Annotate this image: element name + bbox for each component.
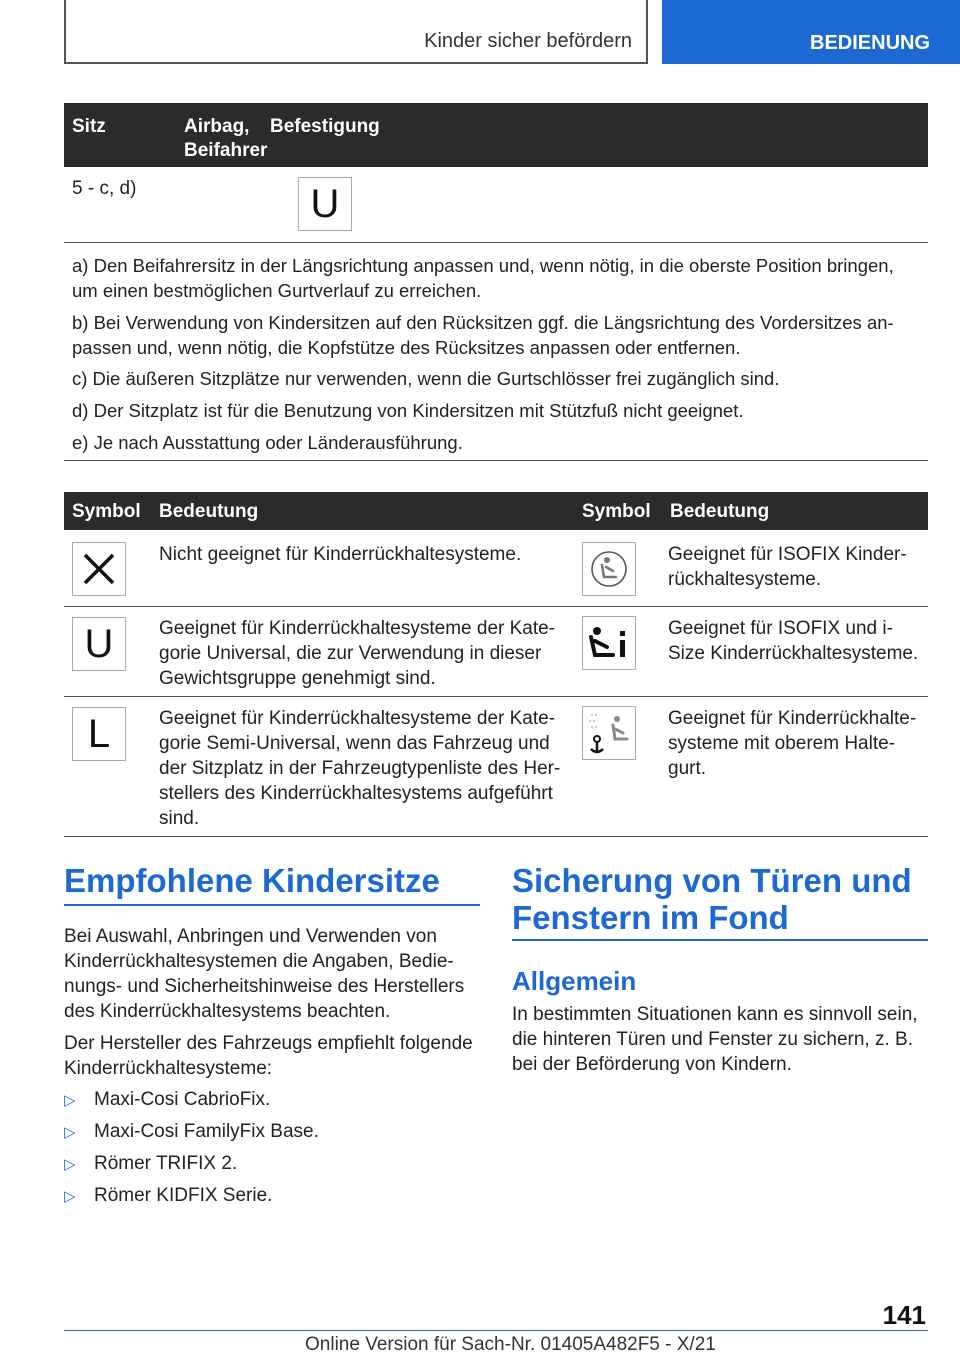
left-paragraph-2: Der Hersteller des Fahrzeugs empfiehlt folgende Kinderrückhaltesysteme: [64, 1033, 473, 1079]
table-divider [64, 460, 928, 461]
left-paragraph-1: Bei Auswahl, Anbringen und Verwenden von Kinderrückhaltesystemen die Angaben, Bedie- nungs- und Sicherheitshinweise des Herstellers des Kinderrückhaltesystems beachten. [64, 926, 465, 1022]
meaning-row1-left: Nicht geeignet für Kinderrückhaltesysteme. [159, 544, 522, 565]
table-divider [64, 696, 928, 697]
meaning-row2-right: Geeignet für ISOFIX und i- Size Kinderrückhaltesysteme. [668, 618, 919, 664]
table-divider [64, 836, 928, 837]
bullet-triangle-icon: ▷ [64, 1092, 76, 1109]
table-divider [64, 606, 928, 607]
col-airbag: Airbag, Beifahrer [184, 116, 268, 161]
meaning-row2-left: Geeignet für Kinderrückhaltesysteme der Kate- gorie Universal, die zur Verwendung in dieser Gewichtsgruppe genehmigt sind. [159, 618, 556, 689]
footer-text: Online Version für Sach-Nr. 01405A482F5 - X/21 [305, 1334, 716, 1355]
top-tether-seat-icon [582, 706, 636, 760]
heading-empfohlene-kindersitze: Empfohlene Kindersitze [64, 862, 440, 899]
heading-underline [64, 904, 480, 906]
col-bedeutung-2: Bedeutung [670, 501, 770, 522]
header-section-box [64, 0, 648, 64]
footnote-b-line1: b) Bei Verwendung von Kindersitzen auf den Rücksitzen ggf. die Längsrichtung des Vordersitzes an- [72, 312, 894, 333]
footnote-e: e) Je nach Ausstattung oder Länderausführung. [72, 432, 463, 453]
universal-u-icon: U [298, 177, 352, 231]
meaning-row3-left: Geeignet für Kinderrückhaltesysteme der Kate- gorie Semi-Universal, wenn das Fahrzeug und der Sitzplatz in der Fahrzeugtypenliste des Her- stellers des Kinderrückhaltesystems aufgeführt sind. [159, 708, 561, 829]
footnote-b-line2: passen und, wenn nötig, die Kopfstütze des Rücksitzes anpassen oder entfernen. [72, 337, 741, 358]
bullet-triangle-icon: ▷ [64, 1124, 76, 1141]
bullet-triangle-icon: ▷ [64, 1188, 76, 1205]
subheading-allgemein: Allgemein [512, 966, 637, 996]
footnote-a-line1: a) Den Beifahrersitz in der Längsrichtung anpassen und, wenn nötig, in die oberste Position bringen, [72, 255, 894, 276]
header-section-title: Kinder sicher befördern [424, 30, 632, 52]
semi-universal-l-icon: L [72, 707, 126, 761]
seat-cell: 5 - c, d) [72, 178, 137, 199]
col-sitz: Sitz [72, 116, 106, 137]
universal-u-icon: U [72, 617, 126, 671]
not-suitable-x-icon [72, 542, 126, 596]
isize-seat-icon [582, 616, 636, 670]
header-chapter-label: BEDIENUNG [810, 32, 931, 54]
meaning-row3-right: Geeignet für Kinderrückhalte- systeme mit oberem Halte- gurt. [668, 708, 917, 779]
page-number: 141 [882, 1300, 926, 1330]
header-chapter-tab [662, 0, 960, 64]
footnote-c: c) Die äußeren Sitzplätze nur verwenden, wenn die Gurtschlösser frei zugänglich sind. [72, 368, 780, 389]
bullet-triangle-icon: ▷ [64, 1156, 76, 1173]
isofix-seat-icon [582, 542, 636, 596]
col-befestigung: Befestigung [270, 116, 380, 137]
col-bedeutung: Bedeutung [159, 501, 259, 522]
footnote-d: d) Der Sitzplatz ist für die Benutzung von Kindersitzen mit Stützfuß nicht geeignet. [72, 400, 744, 421]
col-symbol-2: Symbol [582, 501, 651, 522]
right-paragraph: In bestimmten Situationen kann es sinnvoll sein, die hinteren Türen und Fenster zu sichern, z. B. bei der Beförderung von Kindern. [512, 1004, 918, 1075]
heading-underline [512, 939, 928, 941]
table-divider [64, 242, 928, 243]
seat-table-header [64, 103, 928, 167]
footnote-a-line2: um einen bestmöglichen Gurtverlauf zu erreichen. [72, 280, 482, 301]
meaning-row1-right: Geeignet für ISOFIX Kinder- rückhaltesysteme. [668, 544, 907, 590]
col-symbol: Symbol [72, 501, 141, 522]
symbol-table-header [64, 492, 928, 530]
footer-rule [64, 1330, 928, 1331]
heading-sicherung-tueren-fenster: Sicherung von Türen und Fenstern im Fond [512, 862, 912, 936]
